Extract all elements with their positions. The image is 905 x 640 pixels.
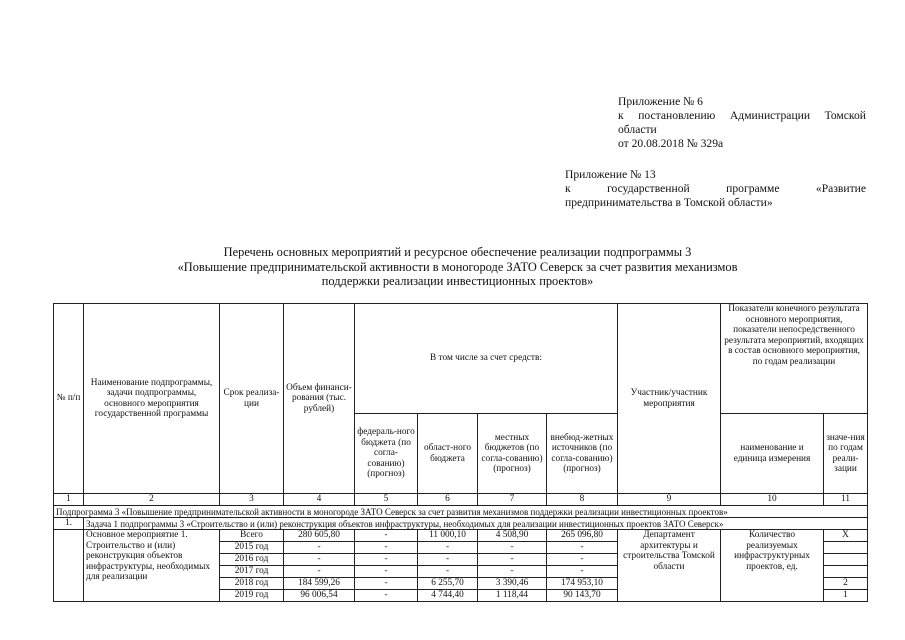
- word: программе: [726, 182, 780, 195]
- header-indicator-name: наименование и единица измерения: [721, 414, 824, 494]
- appendix-13-block: [565, 168, 866, 210]
- volume-cell: -: [284, 554, 355, 566]
- subprogram-row: [54, 506, 868, 518]
- volume-cell: 96 006,54: [284, 590, 355, 602]
- col-num: 8: [547, 494, 618, 506]
- word: Администрации: [729, 109, 811, 122]
- col-num: 3: [220, 494, 284, 506]
- indicator-value-cell: 2: [824, 578, 868, 590]
- federal-cell: -: [355, 542, 418, 554]
- col-num: 10: [721, 494, 824, 506]
- word: «Развитие: [815, 182, 866, 195]
- federal-cell: -: [355, 554, 418, 566]
- indicator-value-cell: X: [824, 530, 868, 542]
- header-participant: Участник/участник мероприятия: [618, 304, 721, 494]
- indicator-value-cell: [824, 542, 868, 554]
- local-cell: 4 508,90: [478, 530, 547, 542]
- header-indicators: Показатели конечного результата основного мероприятия, показатели непосредственного результата мероприятий, входящих в состав основного мероприятия, по годам реализации: [721, 304, 868, 414]
- header-federal: федераль-ного бюджета (по согла-сованию) (прогноз): [355, 414, 418, 494]
- appendix-6-line3: области: [618, 123, 657, 136]
- col-num: 6: [418, 494, 478, 506]
- local-cell: 3 390,46: [478, 578, 547, 590]
- extra-cell: -: [547, 566, 618, 578]
- volume-cell: -: [284, 542, 355, 554]
- appendix-6-date: от 20.08.2018 № 329а: [618, 137, 724, 150]
- regional-cell: 11 000,10: [418, 530, 478, 542]
- title-line-2: «Повышение предпринимательской активности в моногороде ЗАТО Северск за счет развития механизмов: [177, 259, 738, 274]
- period-cell: 2016 год: [220, 554, 284, 566]
- col-num: 11: [824, 494, 868, 506]
- indicator-value-cell: [824, 554, 868, 566]
- regional-cell: -: [418, 566, 478, 578]
- indicator-value-cell: [824, 566, 868, 578]
- local-cell: -: [478, 566, 547, 578]
- task-number: 1.: [54, 518, 84, 530]
- col-num: 2: [84, 494, 220, 506]
- header-including: В том числе за счет средств:: [355, 304, 618, 414]
- indicator-name-cell: Количество реализуемых инфраструктурных проектов, ед.: [721, 530, 824, 602]
- extra-cell: -: [547, 554, 618, 566]
- extra-cell: 90 143,70: [547, 590, 618, 602]
- appendix-13-line3: предпринимательства в Томской области»: [565, 196, 773, 209]
- volume-cell: 184 599,26: [284, 578, 355, 590]
- table-row: [54, 530, 868, 542]
- regional-cell: 6 255,70: [418, 578, 478, 590]
- appendix-13-line2: [565, 182, 866, 196]
- header-extra: внебюд-жетных источников (по согла-сованию) (прогноз): [547, 414, 618, 494]
- regional-cell: -: [418, 554, 478, 566]
- title-line-3: поддержки реализации инвестиционных проектов»: [321, 274, 594, 288]
- column-number-row: [54, 494, 868, 506]
- extra-cell: 265 096,80: [547, 530, 618, 542]
- word: Томской: [824, 109, 866, 122]
- measure-name: Основное мероприятие 1. Строительство и (или) реконструкция объектов инфраструктуры, необходимых для реализации: [84, 530, 220, 602]
- federal-cell: -: [355, 578, 418, 590]
- measure-num-cell: [54, 530, 84, 602]
- header-num: № п/п: [54, 304, 84, 494]
- extra-cell: -: [547, 542, 618, 554]
- indicator-value-cell: 1: [824, 590, 868, 602]
- period-cell: 2015 год: [220, 542, 284, 554]
- task-row: [54, 518, 868, 530]
- local-cell: 1 118,44: [478, 590, 547, 602]
- header-name: Наименование подпрограммы, задачи подпрограммы, основного мероприятия государственной программы: [84, 304, 220, 494]
- word: постановлению: [638, 109, 716, 122]
- extra-cell: 174 953,10: [547, 578, 618, 590]
- regional-cell: -: [418, 542, 478, 554]
- period-cell: 2017 год: [220, 566, 284, 578]
- col-num: 7: [478, 494, 547, 506]
- word: государственной: [607, 182, 690, 195]
- volume-cell: -: [284, 566, 355, 578]
- word: к: [565, 182, 571, 195]
- period-cell: 2018 год: [220, 578, 284, 590]
- appendix-6-title: Приложение № 6: [618, 95, 703, 108]
- document-title: [60, 245, 855, 289]
- federal-cell: -: [355, 566, 418, 578]
- local-cell: -: [478, 542, 547, 554]
- task-title: Задача 1 подпрограммы 3 «Строительство и (или) реконструкция объектов инфраструктуры, необходимых для реализации инвестиционных проектов ЗАТО Северск»: [84, 518, 868, 530]
- col-num: 9: [618, 494, 721, 506]
- header-regional: област-ного бюджета: [418, 414, 478, 494]
- period-cell: Всего: [220, 530, 284, 542]
- header-indicator-values: значе-ния по годам реали-зации: [824, 414, 868, 494]
- period-cell: 2019 год: [220, 590, 284, 602]
- appendix-6-block: [618, 95, 866, 151]
- appendix-13-title: Приложение № 13: [565, 168, 656, 181]
- measures-table: [53, 303, 868, 602]
- federal-cell: -: [355, 530, 418, 542]
- header-local: местных бюджетов (по согла-сованию) (прогноз): [478, 414, 547, 494]
- col-num: 5: [355, 494, 418, 506]
- local-cell: -: [478, 554, 547, 566]
- federal-cell: -: [355, 590, 418, 602]
- header-volume: Объем финанси-рования (тыс. рублей): [284, 304, 355, 494]
- word: к: [618, 109, 624, 122]
- appendix-6-line2: [618, 109, 866, 123]
- participant-cell: Департамент архитектуры и строительства Томской области: [618, 530, 721, 602]
- col-num: 1: [54, 494, 84, 506]
- regional-cell: 4 744,40: [418, 590, 478, 602]
- header-term: Срок реализа-ции: [220, 304, 284, 494]
- volume-cell: 280 605,80: [284, 530, 355, 542]
- col-num: 4: [284, 494, 355, 506]
- title-line-1: Перечень основных мероприятий и ресурсное обеспечение реализации подпрограммы 3: [223, 245, 692, 259]
- subprogram-title: Подпрограмма 3 «Повышение предпринимательской активности в моногороде ЗАТО Северск за счет развития механизмов поддержки реализации инвестиционных проектов»: [54, 506, 868, 518]
